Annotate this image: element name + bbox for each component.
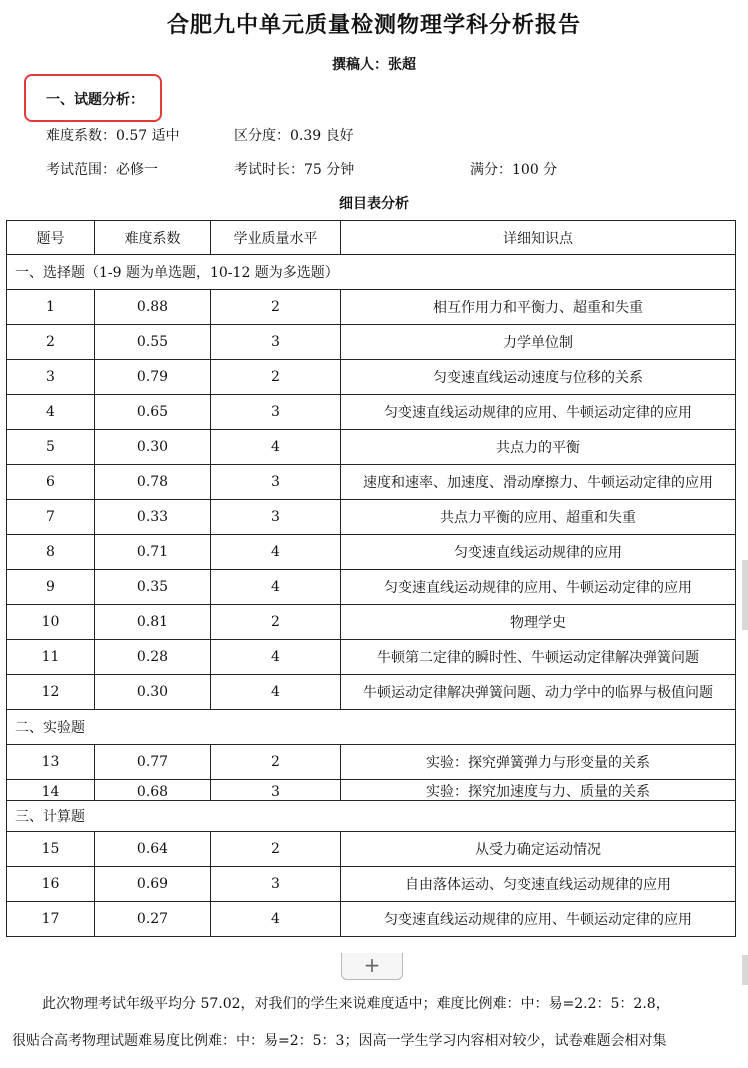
knowledge-point: 共点力的平衡 <box>341 430 736 465</box>
table-header-row <box>7 221 736 255</box>
table-row <box>7 780 736 801</box>
difficulty-value: 0.55 <box>95 325 211 360</box>
header-question-no: 题号 <box>7 221 95 255</box>
question-no: 8 <box>7 535 95 570</box>
scrollbar-track[interactable] <box>742 560 748 630</box>
knowledge-point: 力学单位制 <box>341 325 736 360</box>
table-caption: 细目表分析 <box>339 196 409 212</box>
difficulty-value: 0.79 <box>95 360 211 395</box>
section-label: 三、计算题 <box>7 801 736 832</box>
question-no: 17 <box>7 902 95 937</box>
knowledge-point: 共点力平衡的应用、超重和失重 <box>341 500 736 535</box>
table-row <box>7 430 736 465</box>
scrollbar-thumb[interactable] <box>742 955 748 985</box>
question-no: 2 <box>7 325 95 360</box>
question-no: 4 <box>7 395 95 430</box>
question-no: 5 <box>7 430 95 465</box>
section-heading: 一、试题分析： <box>46 92 144 108</box>
table-row <box>7 500 736 535</box>
report-title: 合肥九中单元质量检测物理学科分析报告 <box>166 12 581 38</box>
question-no: 12 <box>7 675 95 710</box>
add-row-button[interactable]: + <box>341 953 403 980</box>
knowledge-point: 牛顿第二定律的瞬时性、牛顿运动定律解决弹簧问题 <box>341 640 736 675</box>
table-row <box>7 832 736 867</box>
quality-level: 3 <box>211 395 341 430</box>
section-row <box>7 255 736 290</box>
quality-level: 2 <box>211 745 341 780</box>
quality-level: 2 <box>211 605 341 640</box>
question-no: 9 <box>7 570 95 605</box>
difficulty-value: 0.81 <box>95 605 211 640</box>
knowledge-point: 实验：探究弹簧弹力与形变量的关系 <box>341 745 736 780</box>
question-no: 11 <box>7 640 95 675</box>
summary-paragraph-line-2: 很贴合高考物理试题难易度比例难：中：易=2：5：3；因高一学生学习内容相对较少，试卷难题会相对集 <box>12 1033 667 1049</box>
quality-level: 3 <box>211 325 341 360</box>
full-score-info: 满分：100 分 <box>470 162 558 178</box>
difficulty-value: 0.30 <box>95 675 211 710</box>
question-no: 3 <box>7 360 95 395</box>
table-row <box>7 325 736 360</box>
knowledge-point: 速度和速率、加速度、滑动摩擦力、牛顿运动定律的应用 <box>341 465 736 500</box>
table-row <box>7 395 736 430</box>
section-label: 一、选择题（1-9 题为单选题，10-12 题为多选题） <box>7 255 736 290</box>
quality-level: 4 <box>211 430 341 465</box>
section-row <box>7 801 736 832</box>
difficulty-value: 0.33 <box>95 500 211 535</box>
question-no: 7 <box>7 500 95 535</box>
summary-paragraph-line-1: 此次物理考试年级平均分 57.02，对我们的学生来说难度适中；难度比例难：中：易=2.2：5：2.8， <box>42 996 670 1012</box>
item-analysis-table <box>6 220 736 937</box>
question-no: 15 <box>7 832 95 867</box>
author-line: 撰稿人：张超 <box>332 57 416 73</box>
difficulty-value: 0.28 <box>95 640 211 675</box>
difficulty-value: 0.65 <box>95 395 211 430</box>
difficulty-value: 0.71 <box>95 535 211 570</box>
quality-level: 4 <box>211 570 341 605</box>
knowledge-point: 物理学史 <box>341 605 736 640</box>
quality-level: 2 <box>211 832 341 867</box>
difficulty-value: 0.69 <box>95 867 211 902</box>
difficulty-value: 0.68 <box>95 780 211 801</box>
table-row <box>7 465 736 500</box>
table-row <box>7 902 736 937</box>
quality-level: 3 <box>211 780 341 801</box>
difficulty-value: 0.27 <box>95 902 211 937</box>
knowledge-point: 相互作用力和平衡力、超重和失重 <box>341 290 736 325</box>
table-row <box>7 867 736 902</box>
question-no: 1 <box>7 290 95 325</box>
question-no: 10 <box>7 605 95 640</box>
knowledge-point: 自由落体运动、匀变速直线运动规律的应用 <box>341 867 736 902</box>
knowledge-point: 从受力确定运动情况 <box>341 832 736 867</box>
difficulty-value: 0.35 <box>95 570 211 605</box>
section-row <box>7 710 736 745</box>
question-no: 6 <box>7 465 95 500</box>
header-quality-level: 学业质量水平 <box>211 221 341 255</box>
knowledge-point: 匀变速直线运动规律的应用 <box>341 535 736 570</box>
table-row <box>7 570 736 605</box>
quality-level: 4 <box>211 640 341 675</box>
difficulty-value: 0.77 <box>95 745 211 780</box>
question-no: 16 <box>7 867 95 902</box>
quality-level: 4 <box>211 902 341 937</box>
discrimination-info: 区分度：0.39 良好 <box>234 128 354 144</box>
knowledge-point: 匀变速直线运动规律的应用、牛顿运动定律的应用 <box>341 570 736 605</box>
quality-level: 3 <box>211 465 341 500</box>
header-difficulty: 难度系数 <box>95 221 211 255</box>
knowledge-point: 匀变速直线运动规律的应用、牛顿运动定律的应用 <box>341 395 736 430</box>
knowledge-point: 匀变速直线运动规律的应用、牛顿运动定律的应用 <box>341 902 736 937</box>
question-no: 13 <box>7 745 95 780</box>
table-row <box>7 360 736 395</box>
difficulty-value: 0.88 <box>95 290 211 325</box>
scope-info: 考试范围：必修一 <box>46 162 158 178</box>
question-no: 14 <box>7 780 95 801</box>
table-row <box>7 605 736 640</box>
difficulty-value: 0.64 <box>95 832 211 867</box>
header-knowledge-points: 详细知识点 <box>341 221 736 255</box>
table-row <box>7 745 736 780</box>
duration-info: 考试时长：75 分钟 <box>234 162 355 178</box>
table-row <box>7 640 736 675</box>
table-row <box>7 535 736 570</box>
knowledge-point: 实验：探究加速度与力、质量的关系 <box>341 780 736 801</box>
knowledge-point: 牛顿运动定律解决弹簧问题、动力学中的临界与极值问题 <box>341 675 736 710</box>
difficulty-value: 0.78 <box>95 465 211 500</box>
section-label: 二、实验题 <box>7 710 736 745</box>
difficulty-value: 0.30 <box>95 430 211 465</box>
quality-level: 3 <box>211 867 341 902</box>
table-row <box>7 290 736 325</box>
table-row <box>7 675 736 710</box>
quality-level: 3 <box>211 500 341 535</box>
knowledge-point: 匀变速直线运动速度与位移的关系 <box>341 360 736 395</box>
quality-level: 4 <box>211 535 341 570</box>
difficulty-info: 难度系数：0.57 适中 <box>46 128 180 144</box>
quality-level: 4 <box>211 675 341 710</box>
quality-level: 2 <box>211 360 341 395</box>
quality-level: 2 <box>211 290 341 325</box>
